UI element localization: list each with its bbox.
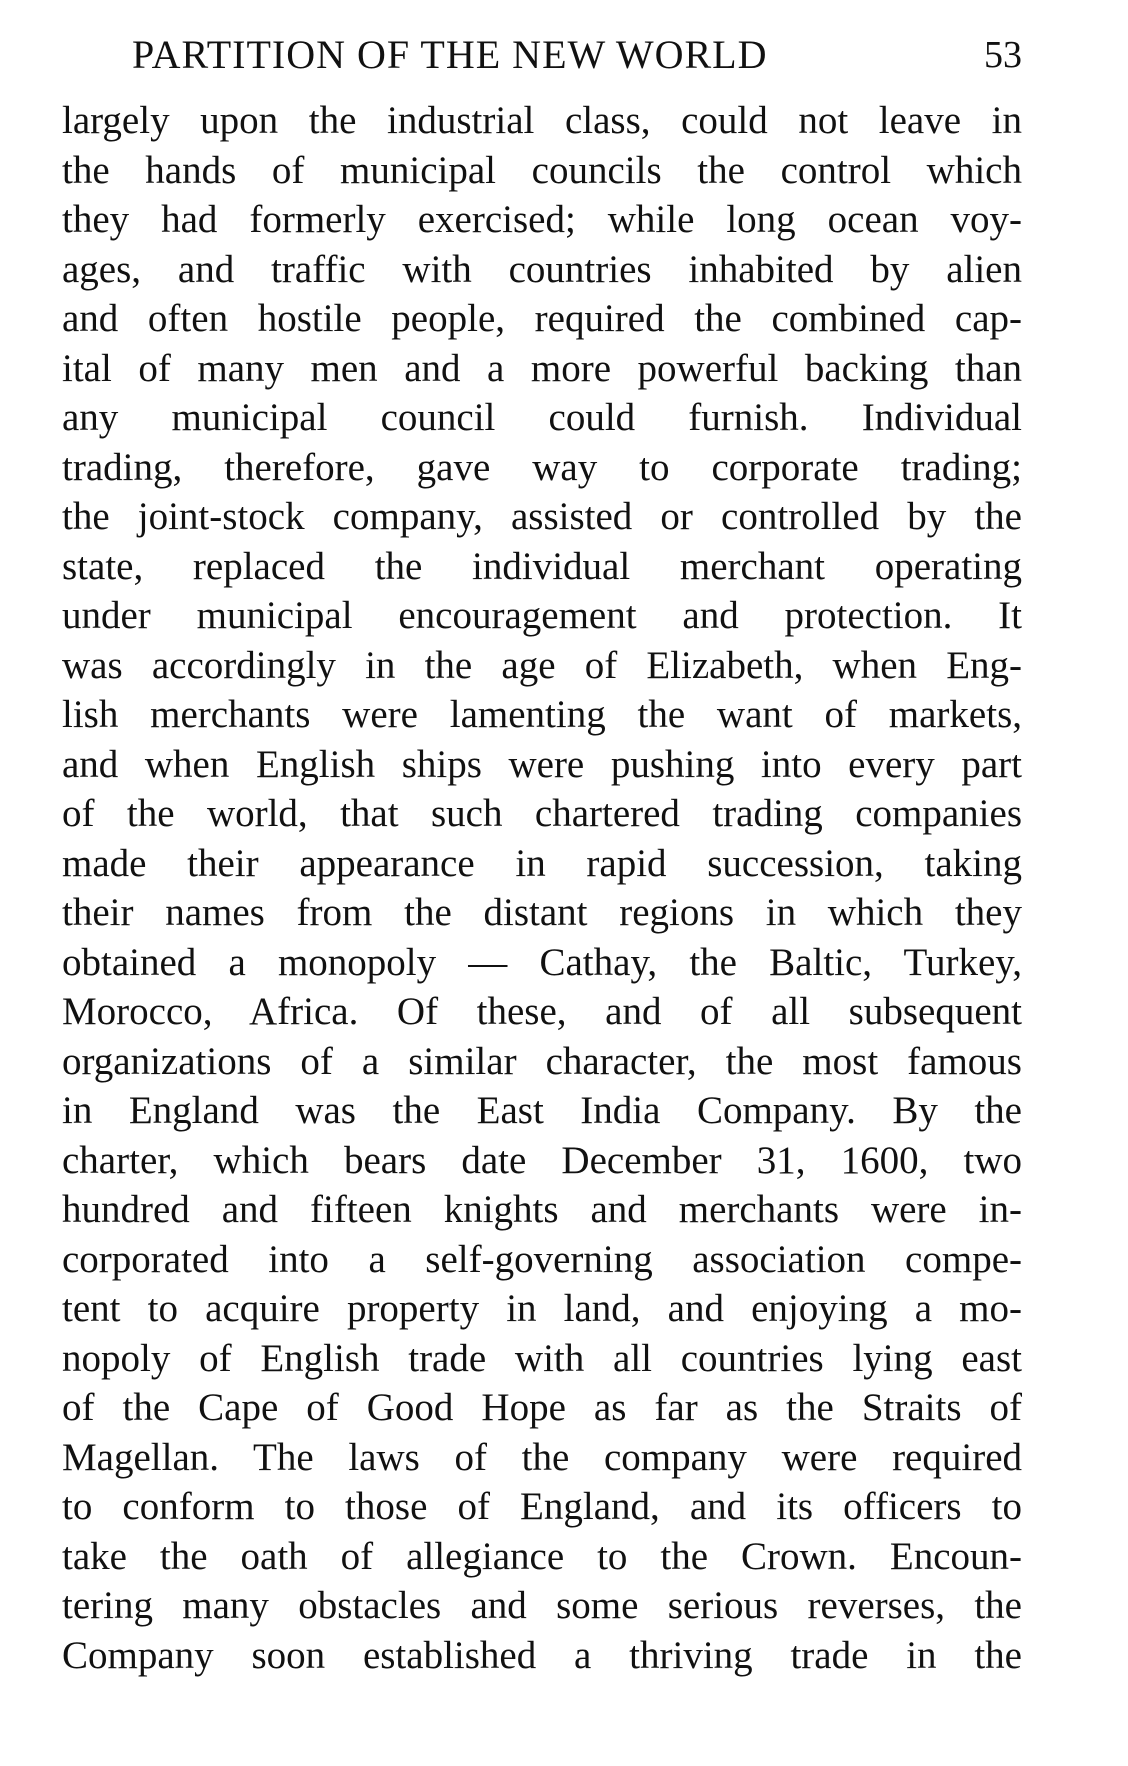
text-line: tent to acquire property in land, and enjoying a mo- (62, 1287, 1022, 1330)
text-line: made their appearance in rapid succession, taking (62, 841, 1022, 885)
page-number: 53 (984, 34, 1022, 76)
text-line: organizations of a similar character, the most famous (62, 1039, 1022, 1083)
text-line: largely upon the industrial class, could not leave in (62, 99, 1022, 142)
body-text (62, 96, 1022, 1680)
text-line: ages, and traffic with countries inhabited by alien (62, 247, 1022, 291)
text-line: was accordingly in the age of Elizabeth, when Eng- (62, 643, 1022, 687)
text-line: their names from the distant regions in which they (62, 891, 1022, 934)
text-line: trading, therefore, gave way to corporate trading; (62, 445, 1022, 489)
text-line: any municipal council could furnish. Individual (62, 396, 1022, 439)
text-line: Company soon established a thriving trade in the (62, 1633, 1022, 1677)
running-head (132, 28, 1022, 82)
text-line: they had formerly exercised; while long ocean voy- (62, 198, 1022, 241)
text-line: under municipal encouragement and protection. It (62, 594, 1022, 637)
text-line: charter, which bears date December 31, 1600, two (62, 1138, 1022, 1182)
text-line: hundred and fifteen knights and merchants were in- (62, 1188, 1022, 1231)
text-line: in England was the East India Company. By the (62, 1089, 1022, 1132)
text-line: of the Cape of Good Hope as far as the Straits of (62, 1386, 1022, 1429)
text-line: Magellan. The laws of the company were required (62, 1435, 1022, 1479)
text-line: and often hostile people, required the combined cap- (62, 297, 1022, 340)
text-line: the joint-stock company, assisted or controlled by the (62, 495, 1022, 538)
text-line: nopoly of English trade with all countries lying east (62, 1336, 1022, 1380)
text-line: and when English ships were pushing into every part (62, 742, 1022, 786)
text-line: the hands of municipal councils the control which (62, 148, 1022, 192)
text-line: ital of many men and a more powerful backing than (62, 346, 1022, 390)
text-line: lish merchants were lamenting the want of markets, (62, 693, 1022, 736)
text-line: state, replaced the individual merchant operating (62, 544, 1022, 588)
text-line: to conform to those of England, and its officers to (62, 1485, 1022, 1528)
text-line: take the oath of allegiance to the Crown. Encoun- (62, 1534, 1022, 1578)
text-line: tering many obstacles and some serious reverses, the (62, 1584, 1022, 1627)
text-line: corporated into a self-governing association compe- (62, 1237, 1022, 1281)
text-line: obtained a monopoly — Cathay, the Baltic, Turkey, (62, 940, 1022, 984)
text-line: of the world, that such chartered trading companies (62, 792, 1022, 835)
running-title: PARTITION OF THE NEW WORLD (132, 32, 768, 77)
text-line: Morocco, Africa. Of these, and of all subsequent (62, 990, 1022, 1033)
